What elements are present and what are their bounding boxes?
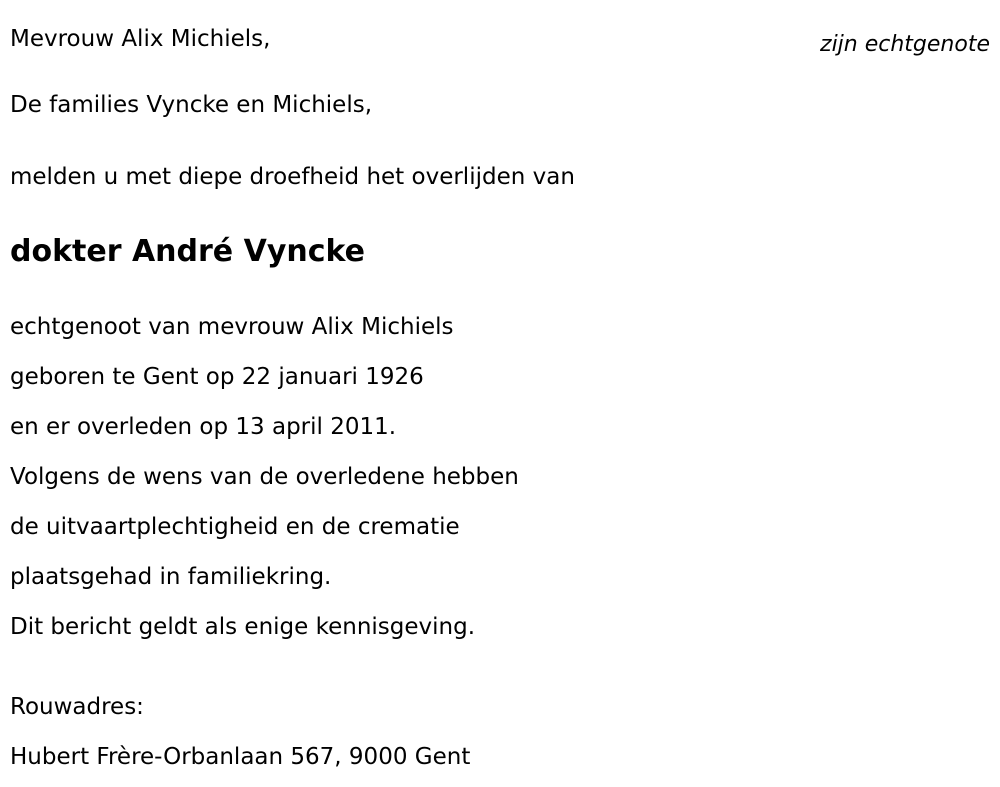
survivor-line: Mevrouw Alix Michiels, [10, 26, 271, 52]
spacer [10, 202, 990, 224]
detail-line: plaatsgehad in familiekring. [10, 564, 332, 590]
detail-line: de uitvaartplechtigheid en de crematie [10, 514, 460, 540]
announcement-line: melden u met diepe droefheid het overlijden van [10, 164, 575, 190]
spacer [10, 130, 990, 152]
detail-line: en er overleden op 13 april 2011. [10, 414, 397, 440]
detail-line: geboren te Gent op 22 januari 1926 [10, 364, 424, 390]
families-line: De families Vyncke en Michiels, [10, 92, 373, 118]
spacer [10, 64, 990, 80]
spacer [10, 280, 990, 302]
spacer [10, 652, 990, 682]
detail-line: Dit bericht geldt als enige kennisgeving. [10, 614, 476, 640]
details-block [10, 302, 990, 652]
detail-line: Volgens de wens van de overledene hebben [10, 464, 519, 490]
deceased-name: dokter André Vyncke [10, 234, 366, 269]
relation-note: zijn echtgenote [820, 32, 990, 57]
detail-line: echtgenoot van mevrouw Alix Michiels [10, 314, 454, 340]
address-label: Rouwadres: [10, 694, 144, 720]
address-value: Hubert Frère-Orbanlaan 567, 9000 Gent [10, 744, 471, 770]
